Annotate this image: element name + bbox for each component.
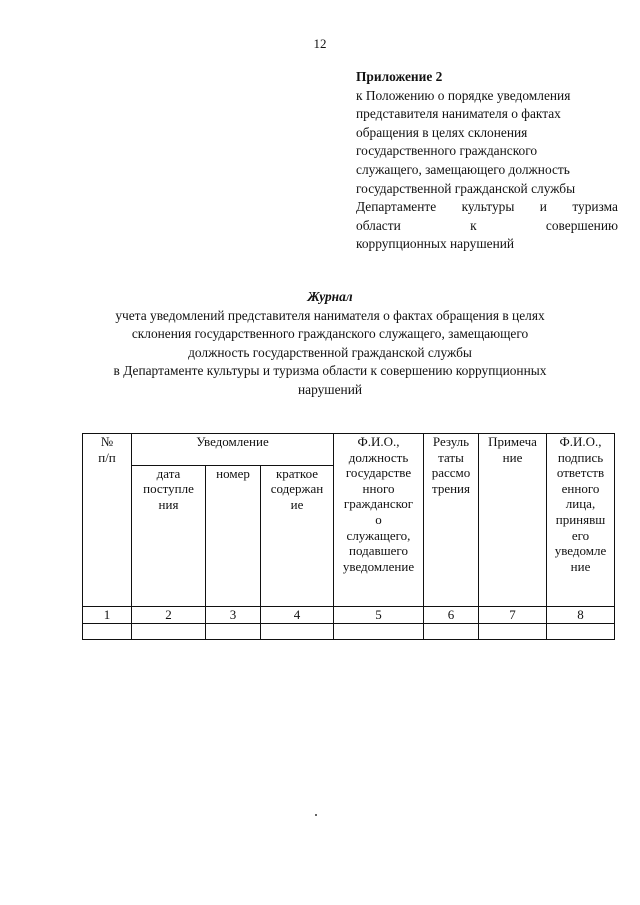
- appendix-line: коррупционных нарушений: [356, 236, 515, 252]
- cell-line: служащего,: [346, 527, 411, 543]
- empty-cell: [547, 623, 615, 639]
- cell-line: Примеча: [488, 434, 537, 449]
- cell-line: подпись: [557, 449, 604, 465]
- column-number-cell: 3: [206, 606, 261, 623]
- cell-line: Резуль: [432, 434, 470, 449]
- cell-line: гражданског: [343, 496, 414, 512]
- col-header-notification: [132, 434, 334, 466]
- cell-line: уведомле: [554, 543, 607, 559]
- column-number-cell: 4: [261, 606, 334, 623]
- appendix-line: обращения в целях склонения: [356, 124, 528, 140]
- col-header-no: [83, 434, 132, 466]
- journal-subtitle-line: должность государственной гражданской службы: [188, 344, 472, 360]
- cell-line: Уведомление: [196, 434, 269, 449]
- col-header-summary: [261, 465, 334, 606]
- cell-line: №: [100, 434, 114, 449]
- cell-line: таты: [438, 449, 464, 465]
- cell-line: дата: [156, 465, 181, 481]
- col-header-note: [479, 434, 547, 607]
- col-header-results: [424, 434, 479, 607]
- cell-line: ие: [290, 496, 304, 512]
- empty-cell: [261, 623, 334, 639]
- cell-line: п/п: [98, 449, 116, 465]
- column-number-cell: 5: [334, 606, 424, 623]
- cell-line: трения: [431, 480, 470, 496]
- appendix-justified-line: [356, 198, 618, 217]
- empty-cell: [132, 623, 206, 639]
- appendix-word: области: [356, 217, 401, 233]
- journal-heading: [90, 288, 570, 400]
- col-header-date: [132, 465, 206, 606]
- cell-line: енного: [561, 480, 600, 496]
- journal-subtitle-line: склонения государственного гражданского служащего, замещающего: [131, 326, 529, 342]
- appendix-word: и: [539, 199, 547, 215]
- cell-line: краткое: [275, 465, 318, 481]
- journal-subtitle-line: нарушений: [297, 381, 363, 397]
- cell-line: поступле: [143, 481, 194, 497]
- journal-subtitle-line: учета уведомлений представителя нанимателя о фактах обращения в целях: [115, 307, 545, 323]
- empty-cell: [206, 623, 261, 639]
- col-header-number: [206, 465, 261, 606]
- appendix-word: к: [470, 217, 477, 233]
- col-header-receiver: [547, 434, 615, 607]
- appendix-word: совершению: [545, 217, 618, 233]
- cell-line: ния: [158, 496, 179, 512]
- cell-line: государстве: [345, 465, 412, 481]
- cell-line: подавшего: [349, 543, 408, 559]
- cell-line: рассмо: [431, 465, 471, 481]
- appendix-justified-line: [356, 217, 618, 236]
- cell-line: ние: [570, 558, 591, 574]
- cell-line: Ф.И.О.,: [559, 434, 602, 449]
- notification-log-table: [82, 433, 615, 640]
- column-number-cell: 2: [132, 606, 206, 623]
- empty-cell: [334, 623, 424, 639]
- column-number-cell: 8: [547, 606, 615, 623]
- col-header-fio: [334, 434, 424, 607]
- cell-line: его: [571, 527, 590, 543]
- cell-line: принявш: [555, 511, 606, 527]
- column-number-cell: 6: [424, 606, 479, 623]
- cell-line: содержан: [270, 481, 324, 497]
- appendix-title: Приложение 2: [356, 69, 443, 84]
- cell-line: нного: [362, 480, 395, 496]
- appendix-line: государственного гражданского: [356, 143, 538, 159]
- column-numbers-row: [83, 606, 615, 623]
- journal-subtitle-line: в Департаменте культуры и туризма области к совершению коррупционных: [113, 363, 547, 379]
- appendix-line: служащего, замещающего должность: [356, 161, 570, 177]
- appendix-line: к Положению о порядке уведомления: [356, 87, 571, 103]
- empty-cell: [83, 623, 132, 639]
- appendix-line: государственной гражданской службы: [356, 180, 576, 196]
- appendix-line: представителя нанимателя о фактах: [356, 106, 561, 122]
- appendix-word: туризма: [572, 199, 618, 215]
- cell-line: ответств: [556, 465, 605, 481]
- journal-title: Журнал: [307, 289, 353, 304]
- column-number-cell: 7: [479, 606, 547, 623]
- page-number: 12: [313, 36, 327, 51]
- cell-line: должность: [348, 449, 409, 465]
- cell-line: ние: [502, 449, 523, 465]
- appendix-word: культуры: [461, 199, 515, 215]
- column-number-cell: 1: [83, 606, 132, 623]
- cell-line: Ф.И.О.,: [357, 434, 400, 449]
- cell-line: о: [375, 511, 382, 527]
- empty-cell: [424, 623, 479, 639]
- cell-line: номер: [216, 465, 250, 481]
- cell-line: лица,: [565, 496, 596, 512]
- appendix-word: Департаменте: [356, 199, 437, 215]
- cell-line: уведомление: [342, 558, 415, 574]
- col-header-no-continued: [83, 465, 132, 606]
- empty-cell: [479, 623, 547, 639]
- appendix-block: [356, 68, 618, 254]
- scan-speck: [315, 814, 317, 816]
- table-row: [83, 623, 615, 639]
